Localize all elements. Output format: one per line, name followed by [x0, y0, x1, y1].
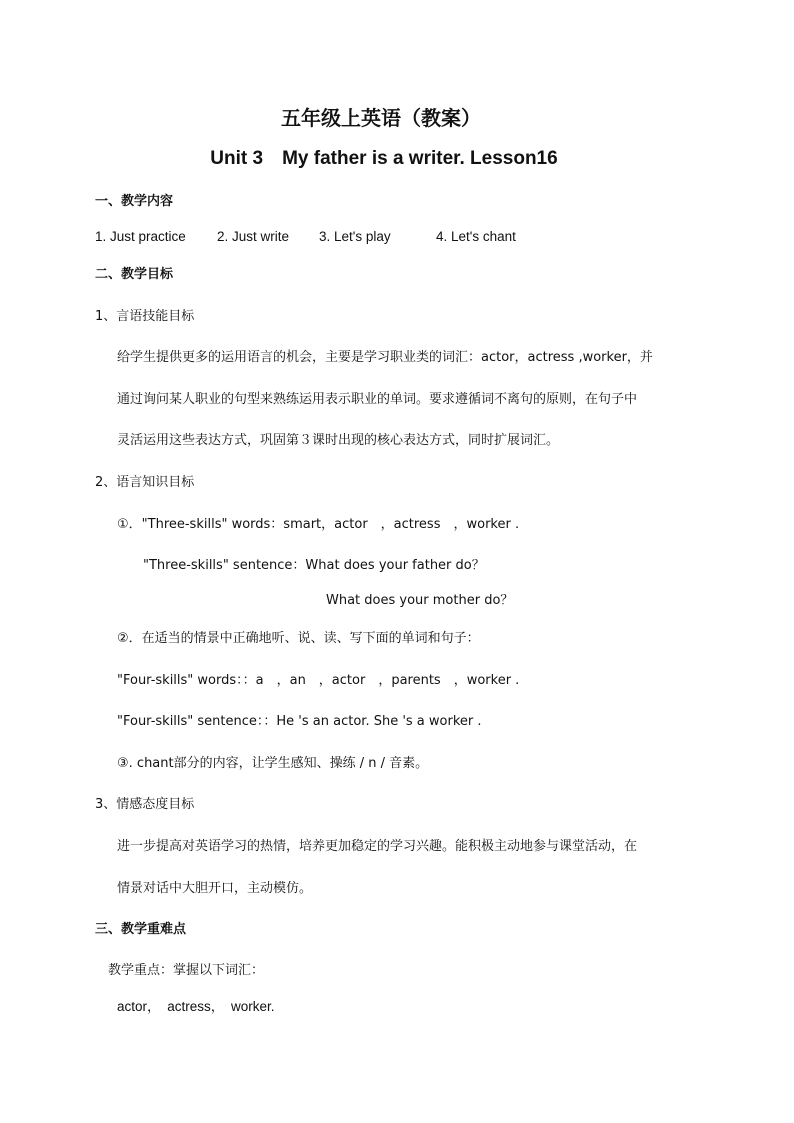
knowledge-item: "Four-skills" words：：a ，an ，actor ，parents ，worker .	[117, 673, 520, 688]
knowledge-item: ①．"Three-skills" words：smart，actor ，actress ，worker .	[117, 517, 520, 532]
section-heading-content: 一、教学内容	[95, 194, 174, 209]
knowledge-item: "Four-skills" sentence：：He 's an actor. She 's a worker .	[117, 714, 482, 729]
knowledge-item: ③. chant部分的内容，让学生感知、操练 / n / 音素。	[117, 756, 429, 771]
key-point-label: 教学重点：掌握以下词汇：	[108, 963, 265, 978]
page-subtitle: Unit 3 My father is a writer. Lesson16	[210, 148, 558, 169]
paragraph-line: 情景对话中大胆开口，主动模仿。	[117, 881, 313, 896]
subheading-skill-goals: 1、言语技能目标	[95, 309, 195, 324]
paragraph-line: 给学生提供更多的运用语言的机会，主要是学习职业类的词汇：actor，actress ,worker，并	[117, 350, 653, 365]
content-item: 1. Just practice	[95, 229, 186, 244]
section-heading-key-points: 三、教学重难点	[95, 922, 187, 937]
paragraph-line: 灵活运用这些表达方式，巩固第３课时出现的核心表达方式，同时扩展词汇。	[117, 433, 560, 448]
content-item: 2. Just write	[217, 229, 290, 244]
knowledge-item: What does your mother do？	[326, 593, 514, 608]
paragraph-line: 进一步提高对英语学习的热情，培养更加稳定的学习兴趣。能积极主动地参与课堂活动，在	[117, 839, 638, 854]
content-item: 4. Let's chant	[436, 229, 516, 244]
knowledge-item: "Three-skills" sentence：What does your father do？	[143, 558, 485, 573]
subheading-knowledge-goals: 2、语言知识目标	[95, 475, 195, 490]
content-item: 3. Let's play	[319, 229, 391, 244]
section-heading-goals: 二、教学目标	[95, 267, 174, 282]
page-title: 五年级上英语（教案）	[281, 106, 481, 130]
key-vocabulary: actor， actress， worker.	[117, 999, 275, 1014]
subheading-attitude-goals: 3、情感态度目标	[95, 797, 195, 812]
paragraph-line: 通过询问某人职业的句型来熟练运用表示职业的单词。要求遵循词不离句的原则，在句子中	[117, 392, 638, 407]
knowledge-item: ②．在适当的情景中正确地听、说、读、写下面的单词和句子：	[117, 631, 480, 646]
